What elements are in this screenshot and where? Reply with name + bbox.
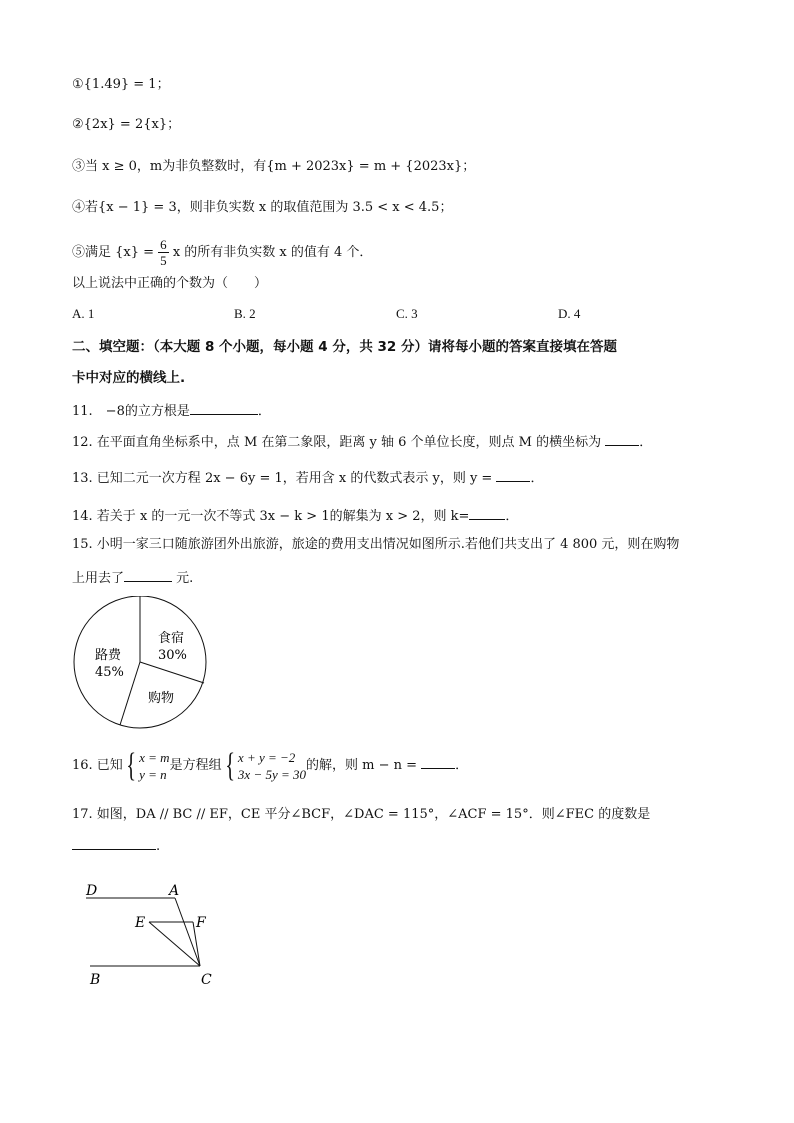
statement-5-post: x 的所有非负实数 x 的值有 4 个． [172, 245, 373, 260]
question-13 [72, 467, 543, 489]
q17-end: . [156, 839, 161, 854]
left-brace: { [126, 746, 136, 784]
system-eq-1: x + y = −2 [237, 749, 296, 765]
fraction-numerator: 6 [160, 237, 167, 252]
given-solution [139, 749, 169, 783]
question-12 [72, 431, 652, 453]
equation-system [238, 749, 306, 783]
q17-answer-blank[interactable] [72, 835, 156, 850]
q16-mid: 是方程组 [169, 758, 222, 773]
label-c: C [201, 972, 212, 988]
pie-label-lodging: 食宿 [158, 631, 185, 646]
q14-end: ． [505, 509, 519, 524]
label-e: E [135, 915, 146, 931]
label-b: B [90, 972, 101, 988]
question-11 [72, 400, 271, 422]
q15-text: 上用去了 [72, 571, 125, 586]
pie-label-travel: 路费 [95, 648, 122, 663]
statement-3: ③当 x ≥ 0，m为非负整数时，有{m + 2023x} = m + {2023x}； [72, 159, 476, 174]
pie-label-shopping: 购物 [148, 691, 175, 706]
q12-end: ． [639, 435, 653, 450]
fraction [158, 237, 169, 268]
question-16 [72, 746, 468, 786]
option-d[interactable]: D. 4 [558, 306, 581, 321]
q13-end: ． [530, 471, 544, 486]
pie-value-travel: 45% [95, 665, 124, 680]
given-eq-2: y = n [139, 766, 167, 782]
question-prompt: 以上说法中正确的个数为（ ） [72, 276, 268, 291]
geometry-figure [80, 875, 230, 995]
q12-text: 12. 在平面直角坐标系中，点 M 在第二象限，距离 y 轴 6 个单位长度，则点 M 的横坐标为 [72, 435, 602, 450]
q15-unit: 元. [176, 571, 194, 586]
q13-answer-blank[interactable] [496, 467, 530, 482]
statement-5 [72, 236, 372, 270]
label-f: F [196, 915, 206, 931]
fraction-denominator: 5 [160, 253, 167, 268]
statement-1: ①{1.49} = 1； [72, 77, 170, 92]
left-brace: { [224, 746, 235, 784]
q15-answer-blank[interactable] [124, 567, 172, 582]
option-c[interactable]: C. 3 [396, 306, 418, 321]
q11-text: 11. −8的立方根是 [72, 404, 190, 419]
q14-text: 14. 若关于 x 的一元一次不等式 3x − k > 1的解集为 x > 2，则 k= [72, 509, 470, 524]
statement-2: ②{2x} = 2{x}； [72, 117, 181, 132]
q11-answer-blank[interactable] [190, 400, 258, 415]
section-title-line-2: 卡中对应的横线上. [72, 370, 186, 386]
expense-pie-chart [72, 596, 212, 731]
pie-divider-right [140, 662, 204, 683]
pie-value-lodging: 30% [158, 648, 187, 663]
q13-text: 13. 已知二元一次方程 2x − 6y = 1，若用含 x 的代数式表示 y，则 y = [72, 471, 493, 486]
question-15-line-2 [72, 567, 193, 589]
label-a: A [169, 883, 180, 899]
q16-answer-blank[interactable] [421, 754, 455, 769]
statement-5-pre: ⑤满足 {x} = [72, 245, 155, 260]
question-15-line-1: 15. 小明一家三口随旅游团外出旅游，旅途的费用支出情况如图所示.若他们共支出了 4 800 元，则在购物 [72, 537, 680, 552]
q11-end: ． [257, 404, 271, 419]
statement-4: ④若{x − 1} = 3，则非负实数 x 的取值范围为 3.5 < x < 4.5； [72, 200, 453, 215]
option-b[interactable]: B. 2 [234, 306, 256, 321]
q12-answer-blank[interactable] [605, 431, 639, 446]
q16-text: 16. 已知 [72, 758, 123, 773]
system-eq-2: 3x − 5y = 30 [237, 766, 307, 782]
q16-end: ． [455, 758, 469, 773]
given-eq-1: x = m [139, 749, 170, 765]
q14-answer-blank[interactable] [469, 505, 505, 520]
question-14 [72, 505, 518, 527]
question-17-line-2 [72, 835, 160, 857]
q16-post: 的解，则 m − n = [306, 758, 418, 773]
option-a[interactable]: A. 1 [72, 306, 95, 321]
section-title-line-1: 二、填空题：（本大题 8 个小题，每小题 4 分，共 32 分）请将每小题的答案直接填在答题 [72, 339, 618, 355]
question-17-line-1: 17. 如图，DA // BC // EF，CE 平分∠BCF，∠DAC = 115°，∠ACF = 15°．则∠FEC 的度数是 [72, 807, 651, 822]
label-d: D [86, 883, 98, 899]
